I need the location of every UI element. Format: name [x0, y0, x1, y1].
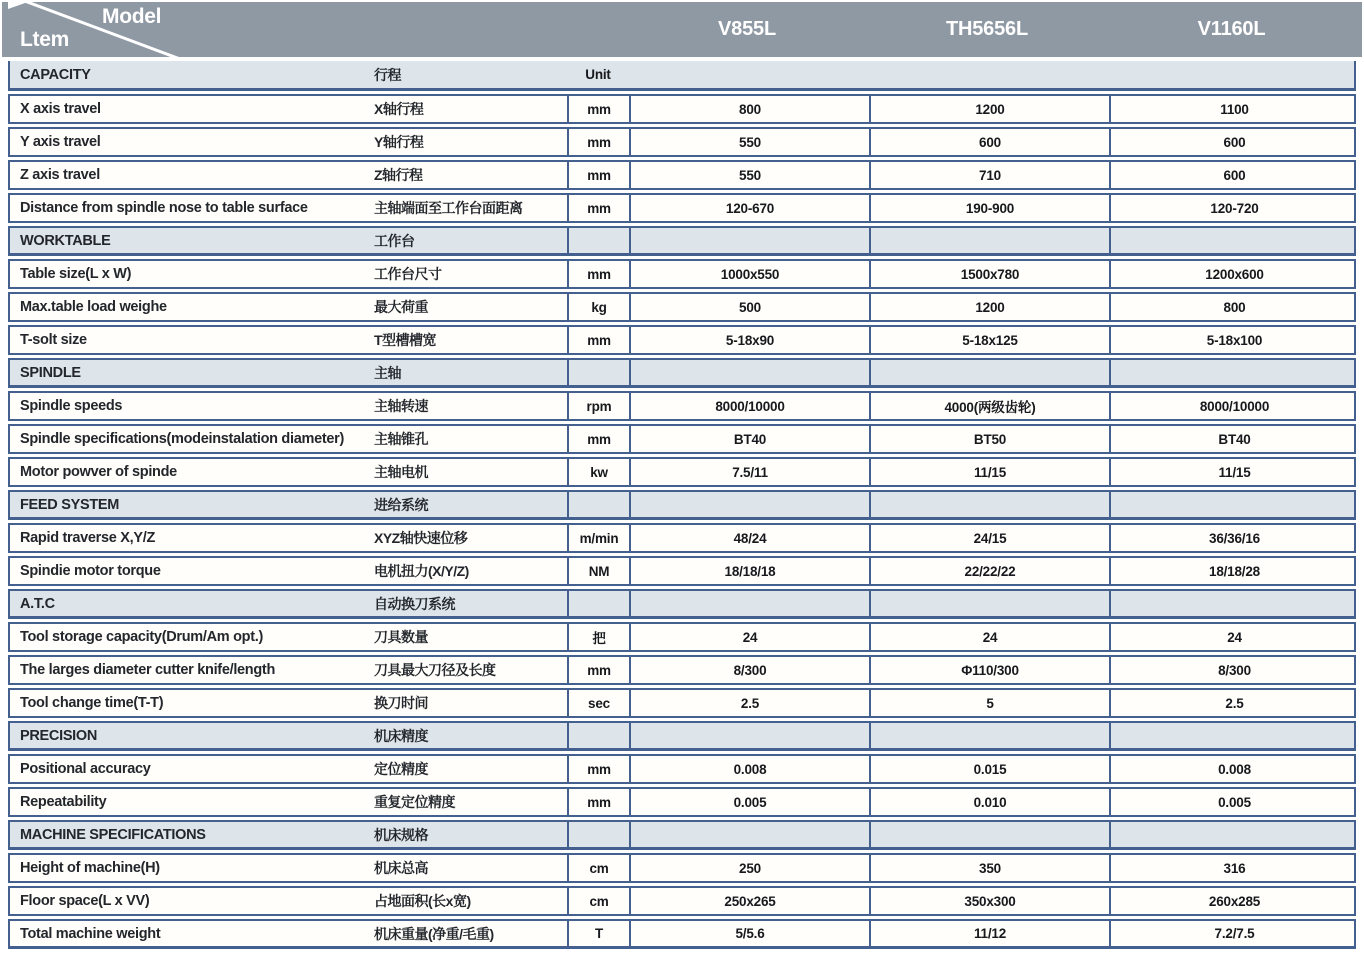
spec-row-tool-storage-capacity-drum-am-opt: [8, 622, 1356, 652]
spec-value-v855l: 550: [629, 162, 869, 188]
spec-label-cn: 重复定位精度: [374, 794, 455, 810]
corner-label-item: Ltem: [20, 28, 69, 51]
spec-value-th5656l: 0.015: [869, 756, 1109, 782]
spec-value-th5656l: 710: [869, 162, 1109, 188]
section-title-cn: 行程: [374, 66, 401, 83]
spec-row-height-of-machine-h: [8, 853, 1356, 883]
section-empty-cell: [629, 360, 869, 385]
spec-row-max-table-load-weighe: [8, 292, 1356, 322]
spec-value-v1160l: 18/18/28: [1109, 558, 1358, 584]
spec-unit: m/min: [567, 525, 629, 551]
spec-value-v855l: 7.5/11: [629, 459, 869, 485]
unit-column-header: Unit: [585, 67, 611, 82]
spec-label-en: Tool storage capacity(Drum/Am opt.): [20, 629, 264, 645]
spec-label-cn: X轴行程: [374, 101, 424, 117]
unit-column-header: [567, 723, 629, 748]
section-empty-cell: [869, 591, 1109, 616]
spec-label-en: Y axis travel: [20, 134, 101, 150]
section-empty-cell: [869, 228, 1109, 253]
spec-unit: sec: [567, 690, 629, 716]
spec-value-v855l: 250x265: [629, 888, 869, 914]
spec-label-en: Rapid traverse X,Y/Z: [20, 530, 156, 546]
model-header-row: [8, 2, 1356, 57]
section-empty-cell: [629, 591, 869, 616]
spec-value-v1160l: 316: [1109, 855, 1358, 881]
spec-value-v1160l: 800: [1109, 294, 1358, 320]
spec-value-v1160l: 36/36/16: [1109, 525, 1358, 551]
section-empty-cell: [629, 61, 869, 88]
section-title-cn: 工作台: [374, 232, 415, 249]
spec-unit: mm: [567, 261, 629, 287]
table-header: [2, 2, 1362, 57]
spec-value-v855l: 500: [629, 294, 869, 320]
spec-row-the-larges-diameter-cutter-knife-length: [8, 655, 1356, 685]
spec-unit: mm: [567, 789, 629, 815]
spec-unit: NM: [567, 558, 629, 584]
spec-unit: mm: [567, 657, 629, 683]
spec-value-v1160l: 8000/10000: [1109, 393, 1358, 419]
section-title-en: FEED SYSTEM: [20, 496, 120, 513]
section-row-capacity: [8, 61, 1356, 91]
spec-row-floor-space-l-x-vv: [8, 886, 1356, 916]
spec-row-motor-powver-of-spinde: [8, 457, 1356, 487]
section-row-precision: [8, 721, 1356, 751]
spec-label-en: The larges diameter cutter knife/length: [20, 662, 276, 678]
spec-value-v855l: 48/24: [629, 525, 869, 551]
spec-label-en: Height of machine(H): [20, 860, 160, 876]
spec-value-v1160l: 0.005: [1109, 789, 1358, 815]
spec-value-v1160l: 260x285: [1109, 888, 1358, 914]
spec-label-en: Spindle specifications(modeinstalation diameter): [20, 431, 344, 447]
section-empty-cell: [869, 360, 1109, 385]
spec-value-v1160l: 1100: [1109, 96, 1358, 122]
spec-value-th5656l: 24: [869, 624, 1109, 650]
spec-row-rapid-traverse-x-y-z: [8, 523, 1356, 553]
spec-label-en: Distance from spindle nose to table surface: [20, 200, 308, 216]
section-row-worktable: [8, 226, 1356, 256]
spec-label-cn: 主轴转速: [374, 398, 428, 414]
section-empty-cell: [869, 822, 1109, 847]
spec-label-cn: 定位精度: [374, 761, 428, 777]
spec-label-cn: T型槽槽宽: [374, 332, 437, 348]
unit-column-header: [567, 228, 629, 253]
section-empty-cell: [869, 492, 1109, 517]
spec-label-cn: 占地面积(长x宽): [374, 893, 471, 909]
section-empty-cell: [1109, 228, 1358, 253]
spec-value-v1160l: 1200x600: [1109, 261, 1358, 287]
spec-value-th5656l: 5-18x125: [869, 327, 1109, 353]
unit-column-header: [567, 360, 629, 385]
spec-row-table-size-l-x-w: [8, 259, 1356, 289]
spec-label-cn: 最大荷重: [374, 299, 428, 315]
spec-value-th5656l: Φ110/300: [869, 657, 1109, 683]
spec-row-tool-change-time-t-t: [8, 688, 1356, 718]
spec-value-v855l: 800: [629, 96, 869, 122]
spec-value-th5656l: 1200: [869, 96, 1109, 122]
spec-label-en: Positional accuracy: [20, 761, 151, 777]
spec-value-v1160l: BT40: [1109, 426, 1358, 452]
spec-label-en: Repeatability: [20, 794, 107, 810]
section-empty-cell: [1109, 360, 1358, 385]
spec-value-v855l: 8/300: [629, 657, 869, 683]
section-title-cn: 自动换刀系统: [374, 595, 455, 612]
spec-value-v1160l: 11/15: [1109, 459, 1358, 485]
section-title-en: SPINDLE: [20, 364, 81, 381]
section-title-en: WORKTABLE: [20, 232, 111, 249]
section-empty-cell: [1109, 723, 1358, 748]
corner-label-model: Model: [102, 5, 162, 28]
spec-label-en: Floor space(L x VV): [20, 893, 150, 909]
spec-label-cn: 机床总高: [374, 860, 428, 876]
spec-row-spindle-specifications-modeinstalation-diameter: [8, 424, 1356, 454]
spec-value-v855l: 0.005: [629, 789, 869, 815]
spec-label-en: Spindle speeds: [20, 398, 123, 414]
spec-value-th5656l: 4000(两级齿轮): [869, 393, 1109, 419]
unit-column-header: [567, 591, 629, 616]
spec-value-v855l: 5/5.6: [629, 921, 869, 946]
spec-unit: cm: [567, 888, 629, 914]
spec-row-spindle-speeds: [8, 391, 1356, 421]
section-title-cn: 机床精度: [374, 727, 428, 744]
spec-label-en: Motor powver of spinde: [20, 464, 177, 480]
unit-column-header: [567, 492, 629, 517]
spec-row-repeatability: [8, 787, 1356, 817]
spec-unit: rpm: [567, 393, 629, 419]
model-column-header: TH5656L: [946, 18, 1028, 40]
section-empty-cell: [869, 61, 1109, 88]
spec-row-positional-accuracy: [8, 754, 1356, 784]
section-title-en: CAPACITY: [20, 66, 91, 83]
spec-value-th5656l: 11/15: [869, 459, 1109, 485]
spec-value-th5656l: 24/15: [869, 525, 1109, 551]
spec-value-th5656l: 350x300: [869, 888, 1109, 914]
spec-value-th5656l: 1200: [869, 294, 1109, 320]
spec-value-th5656l: 1500x780: [869, 261, 1109, 287]
section-empty-cell: [869, 723, 1109, 748]
spec-label-en: Max.table load weighe: [20, 299, 167, 315]
spec-value-th5656l: 0.010: [869, 789, 1109, 815]
spec-value-v855l: 24: [629, 624, 869, 650]
spec-label-cn: Z轴行程: [374, 167, 423, 183]
header-spacer-cn: [372, 2, 565, 57]
spec-value-v855l: 2.5: [629, 690, 869, 716]
spec-value-v1160l: 120-720: [1109, 195, 1358, 221]
spec-label-en: T-solt size: [20, 332, 87, 348]
spec-row-z-axis-travel: [8, 160, 1356, 190]
spec-value-th5656l: 600: [869, 129, 1109, 155]
spec-value-v855l: 550: [629, 129, 869, 155]
spec-value-v855l: 0.008: [629, 756, 869, 782]
spec-label-en: Tool change time(T-T): [20, 695, 164, 711]
spec-label-en: Total machine weight: [20, 925, 161, 942]
spec-unit: mm: [567, 162, 629, 188]
spec-unit: mm: [567, 195, 629, 221]
spec-row-y-axis-travel: [8, 127, 1356, 157]
section-empty-cell: [629, 492, 869, 517]
spec-value-v1160l: 24: [1109, 624, 1358, 650]
spec-value-v1160l: 600: [1109, 162, 1358, 188]
spec-unit: kg: [567, 294, 629, 320]
spec-value-th5656l: 5: [869, 690, 1109, 716]
section-row-machine-specifications: [8, 820, 1356, 850]
spec-value-v1160l: 8/300: [1109, 657, 1358, 683]
spec-unit: T: [567, 921, 629, 946]
section-title-en: PRECISION: [20, 727, 98, 744]
section-title-cn: 机床规格: [374, 826, 428, 843]
section-title-cn: 主轴: [374, 364, 401, 381]
spec-value-v1160l: 5-18x100: [1109, 327, 1358, 353]
spec-value-v1160l: 600: [1109, 129, 1358, 155]
spec-row-distance-from-spindle-nose-to-table-surface: [8, 193, 1356, 223]
spec-unit: 把: [567, 624, 629, 650]
spec-unit: mm: [567, 426, 629, 452]
spec-value-v855l: 1000x550: [629, 261, 869, 287]
section-empty-cell: [629, 228, 869, 253]
section-empty-cell: [1109, 822, 1358, 847]
spec-label-cn: 刀具数量: [374, 629, 428, 645]
spec-label-cn: 主轴锥孔: [374, 431, 428, 447]
spec-value-v855l: 250: [629, 855, 869, 881]
section-row-spindle: [8, 358, 1356, 388]
section-title-en: A.T.C: [20, 595, 55, 612]
spec-label-cn: 主轴电机: [374, 464, 428, 480]
spec-label-cn: 主轴端面至工作台面距离: [374, 200, 523, 216]
header-spacer-unit: [565, 2, 627, 57]
section-title-en: MACHINE SPECIFICATIONS: [20, 826, 206, 843]
spec-unit: mm: [567, 327, 629, 353]
spec-value-v1160l: 0.008: [1109, 756, 1358, 782]
model-column-header: V855L: [718, 18, 776, 40]
spec-value-v855l: 5-18x90: [629, 327, 869, 353]
spec-label-cn: 电机扭力(X/Y/Z): [374, 563, 469, 579]
section-title-cn: 进给系统: [374, 496, 428, 513]
spec-value-v855l: 120-670: [629, 195, 869, 221]
spec-label-cn: XYZ轴快速位移: [374, 530, 468, 546]
spec-value-v855l: 8000/10000: [629, 393, 869, 419]
spec-label-cn: 工作台尺寸: [374, 266, 442, 282]
spec-unit: kw: [567, 459, 629, 485]
spec-row-t-solt-size: [8, 325, 1356, 355]
section-empty-cell: [1109, 591, 1358, 616]
spec-label-en: Table size(L x W): [20, 266, 132, 282]
section-row-feed-system: [8, 490, 1356, 520]
spec-row-total-machine-weight: [8, 919, 1356, 949]
spec-value-th5656l: 11/12: [869, 921, 1109, 946]
model-column-header: V1160L: [1197, 18, 1266, 40]
spec-value-th5656l: 350: [869, 855, 1109, 881]
header-spacer-en: [8, 2, 372, 57]
section-row-a-t-c: [8, 589, 1356, 619]
spec-value-th5656l: 22/22/22: [869, 558, 1109, 584]
spec-label-en: X axis travel: [20, 101, 101, 117]
section-empty-cell: [629, 822, 869, 847]
table-body: [8, 61, 1356, 949]
spec-label-en: Spindie motor torque: [20, 563, 161, 579]
spec-label-cn: 换刀时间: [374, 695, 428, 711]
spec-value-v855l: BT40: [629, 426, 869, 452]
section-empty-cell: [1109, 61, 1358, 88]
spec-value-v1160l: 7.2/7.5: [1109, 921, 1358, 946]
spec-value-v1160l: 2.5: [1109, 690, 1358, 716]
spec-label-cn: 刀具最大刀径及长度: [374, 662, 496, 678]
spec-row-x-axis-travel: [8, 94, 1356, 124]
spec-row-spindie-motor-torque: [8, 556, 1356, 586]
section-empty-cell: [629, 723, 869, 748]
spec-label-cn: Y轴行程: [374, 134, 424, 150]
spec-value-th5656l: 190-900: [869, 195, 1109, 221]
spec-value-v855l: 18/18/18: [629, 558, 869, 584]
spec-label-cn: 机床重量(净重/毛重): [374, 925, 494, 942]
spec-value-th5656l: BT50: [869, 426, 1109, 452]
spec-unit: cm: [567, 855, 629, 881]
spec-unit: mm: [567, 96, 629, 122]
spec-label-en: Z axis travel: [20, 167, 100, 183]
spec-unit: mm: [567, 129, 629, 155]
unit-column-header: [567, 822, 629, 847]
spec-unit: mm: [567, 756, 629, 782]
section-empty-cell: [1109, 492, 1358, 517]
